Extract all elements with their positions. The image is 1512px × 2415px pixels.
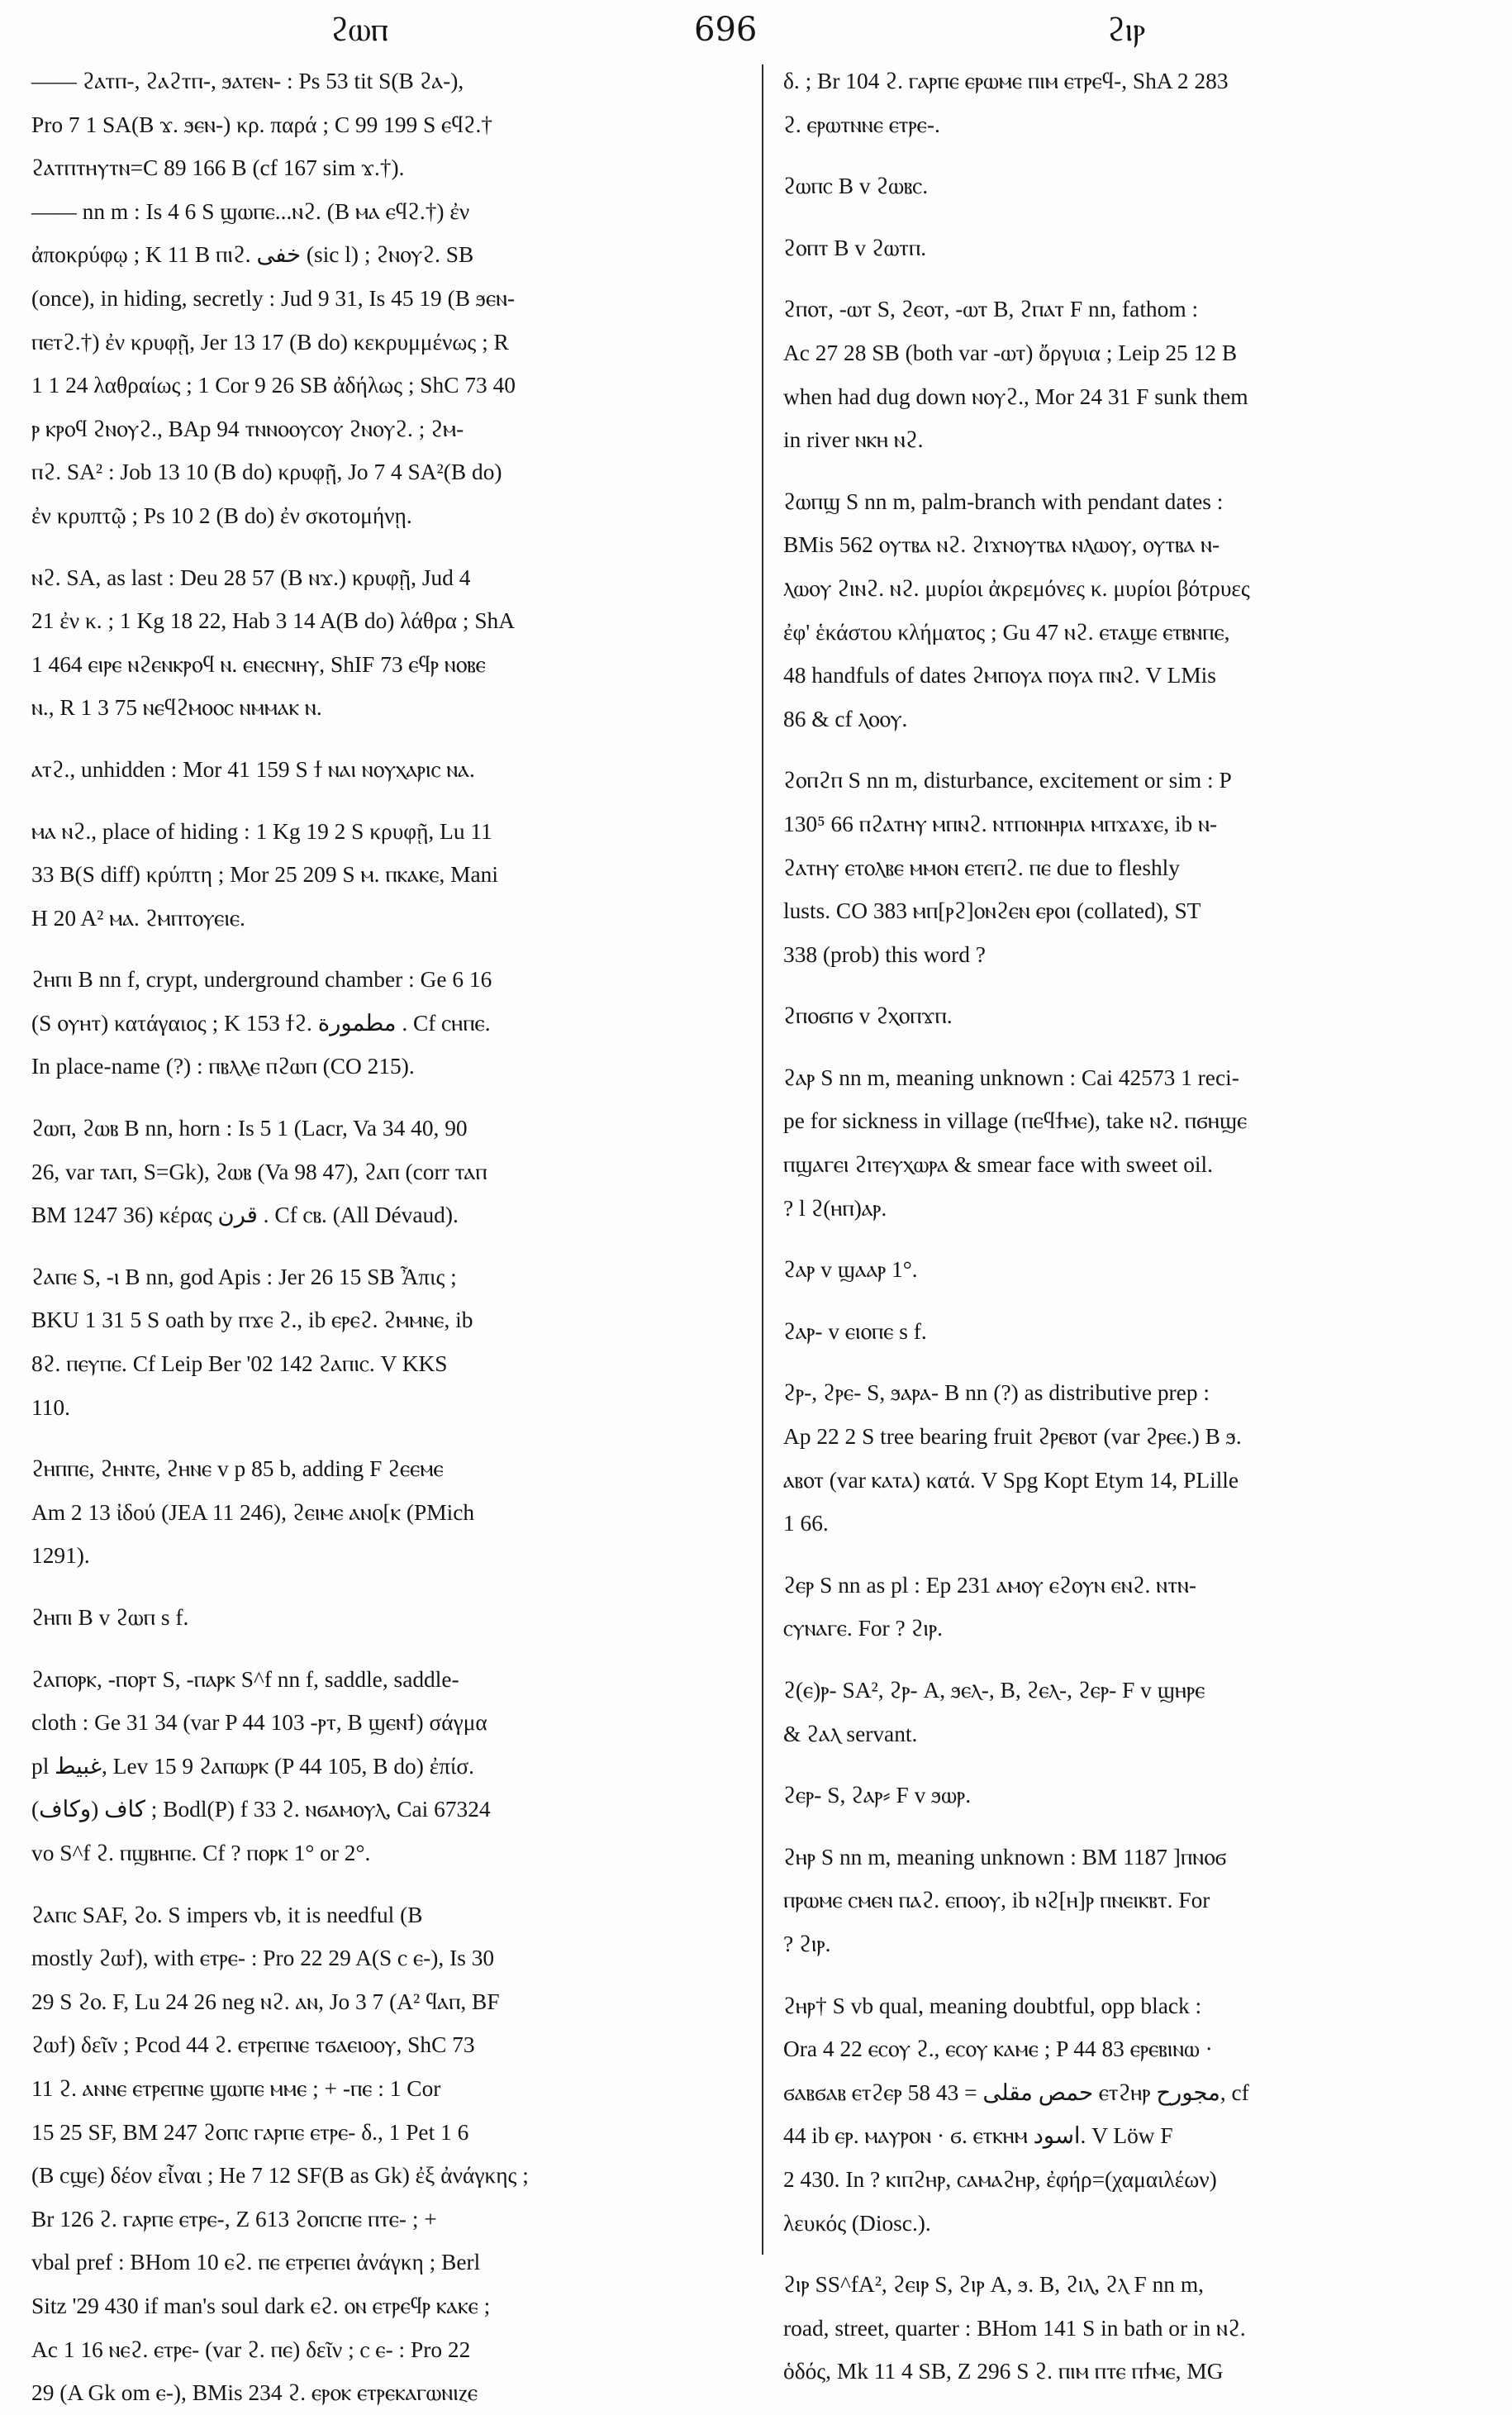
dictionary-entry bbox=[31, 1447, 749, 1578]
entry-line: Ac 1 16 ⲛⲉϩ. ⲉⲧⲣⲉ- (var ϩ. ⲡⲉ) δεῖν ; ⲥ ⲉ- : Pro 22 bbox=[31, 2336, 471, 2362]
entry-line: —— ϩⲁⲧⲡ-, ϩⲁϩⲧⲡ-, ϧⲁⲧⲉⲛ- : Ps 53 tit S(B ϩⲁ-), bbox=[31, 69, 464, 93]
entry-line: ? ϩⲓⲣ. bbox=[783, 1931, 831, 1956]
dictionary-entry bbox=[31, 1596, 749, 1640]
entry-line: Br 126 ϩ. ⲅⲁⲣⲡⲉ ⲉⲧⲣⲉ-, Z 613 ϩⲟⲡⲥⲡⲉ ⲡⲧⲉ- ; + bbox=[31, 2206, 437, 2232]
entry-line: 1 1 24 λαθραίως ; 1 Cor 9 26 SB ἀδήλως ; ShC 73 40 bbox=[31, 373, 516, 398]
entry-line: ϩⲁⲡⲉ S, -ⲓ B nn, god Apis : Jer 26 15 SB Ἆπις ; bbox=[31, 1264, 457, 1289]
dictionary-entry bbox=[783, 60, 1500, 146]
entry-line: ⲡϣⲁⲅⲉⲓ ϩⲓⲧⲉⲩⲭⲱⲣⲁ & smear face with sweet oil. bbox=[783, 1152, 1213, 1178]
entry-line: 1 66. bbox=[783, 1511, 829, 1536]
entry-line: Ora 4 22 ⲉⲥⲟⲩ ϩ., ⲉⲥⲟⲩ ⲕⲁⲙⲉ ; P 44 83 ⲉⲣⲉⲃⲓⲛⲱ · bbox=[783, 2036, 1213, 2062]
dictionary-entry bbox=[783, 759, 1500, 976]
dictionary-entry bbox=[783, 1310, 1500, 1354]
entry-line: 86 & cf ⲗⲟⲟⲩ. bbox=[783, 706, 908, 731]
entry-line: when had dug down ⲛⲟⲩϩ., Mor 24 31 F sunk them bbox=[783, 383, 1248, 409]
entry-line: ϩⲁⲣ S nn m, meaning unknown : Cai 42573 1 reci- bbox=[783, 1065, 1239, 1090]
dictionary-entry bbox=[783, 1564, 1500, 1650]
entry-line: ⲛ., R 1 3 75 ⲛⲉϥϩⲙⲟⲟⲥ ⲛⲙⲙⲁⲕ ⲛ. bbox=[31, 695, 322, 721]
entry-line: 8ϩ. ⲡⲉⲩⲡⲉ. Cf Leip Ber '02 142 ϩⲁⲡⲓⲥ. V KKS bbox=[31, 1351, 448, 1377]
entry-line: ϭⲁⲃϭⲁⲃ ⲉⲧϩⲉⲣ حمص مقلى = 43 58 ⲉⲧϩⲏⲣ مجورح, cf bbox=[783, 2079, 1249, 2105]
entry-line: ⲁⲃⲟⲧ (var ⲕⲁⲧⲁ) κατά. V Spg Kopt Etym 14, PLille bbox=[783, 1467, 1239, 1493]
left-column bbox=[31, 60, 749, 2406]
entry-line: ϩⲱⲡⲥ B v ϩⲱⲃⲥ. bbox=[783, 174, 929, 199]
entry-line: ϩⲁⲣ- v ⲉⲓⲟⲡⲉ s f. bbox=[783, 1318, 927, 1344]
dictionary-entry bbox=[31, 1107, 749, 1237]
header-right-headword: ϩⲓⲣ bbox=[1107, 11, 1146, 49]
entry-line: (once), in hiding, secretly : Jud 9 31, Is 45 19 (B ϧⲉⲛ- bbox=[31, 285, 516, 311]
entry-line: (B ⲥϣⲉ) δέον εἶναι ; He 7 12 SF(B as Gk) ἐξ ἀνάγκης ; bbox=[31, 2163, 529, 2189]
entry-line: 21 ἐν κ. ; 1 Kg 18 22, Hab 3 14 A(B do) λάθρα ; ShA bbox=[31, 608, 516, 634]
entry-line: Sitz '29 430 if man's soul dark ⲉϩ. ⲟⲛ ⲉⲧⲣⲉϥⲣ ⲕⲁⲕⲉ ; bbox=[31, 2293, 491, 2318]
entry-line: BM 1247 36) κέρας قرن . Cf ⲥⲃ. (All Dévaud). bbox=[31, 1203, 459, 1228]
entry-line: ⲗⲱⲟⲩ ϩⲓⲛϩ. ⲛϩ. μυρίοι ἀκρεμόνες κ. μυρίοι βότρυες bbox=[783, 575, 1250, 601]
dictionary-entry bbox=[783, 288, 1500, 461]
entry-line: vo S^f ϩ. ⲡϣⲃⲏⲡⲉ. Cf ? ⲡⲟⲣⲕ 1° or 2°. bbox=[31, 1840, 371, 1865]
entry-line: 29 (A Gk om ⲉ-), BMis 234 ϩ. ⲉⲣⲟⲕ ⲉⲧⲣⲉⲕⲁⲅⲱⲛⲓⲍⲉ bbox=[31, 2380, 478, 2406]
entry-line: ϩⲡⲟϭⲡϭ v ϩⲭⲟⲡϫⲡ. bbox=[783, 1003, 953, 1029]
entry-line: ⲛϩ. SA, as last : Deu 28 57 (B ⲛϫ.) κρυφῇ, Jud 4 bbox=[31, 564, 471, 590]
entry-line: ϩⲏⲡⲓ B v ϩⲱⲡ s f. bbox=[31, 1605, 189, 1630]
dictionary-entry bbox=[783, 994, 1500, 1038]
dictionary-entry bbox=[31, 60, 749, 538]
entry-line: ϩⲁⲧⲏⲩ ⲉⲧⲟⲗⲃⲉ ⲙⲙⲟⲛ ⲉⲧⲉⲡϩ. ⲡⲉ due to fleshly bbox=[783, 855, 1180, 880]
entry-line: road, street, quarter : BHom 141 S in bath or in ⲛϩ. bbox=[783, 2315, 1246, 2341]
entry-line: —— nn m : Is 4 6 S ϣⲱⲡⲉ...ⲛϩ. (B ⲙⲁ ⲉϥϩ.†) ἐν bbox=[31, 198, 470, 224]
entry-line: ϩⲏⲡⲓ B nn f, crypt, underground chamber : Ge 6 16 bbox=[31, 967, 492, 993]
entry-line: ϩⲏⲣ† S vb qual, meaning doubtful, opp black : bbox=[783, 1993, 1202, 2018]
entry-line: ἐφ' ἑκάστου κλήματος ; Gu 47 ⲛϩ. ⲉⲧⲁϣⲉ ⲉⲧⲃⲛⲡⲉ, bbox=[783, 619, 1230, 645]
entry-line: ϩⲉⲣ S nn as pl : Ep 231 ⲁⲙⲟⲩ ⲉϩⲟⲩⲛ ⲉⲛϩ. ⲛⲧⲛ- bbox=[783, 1572, 1197, 1598]
page-header bbox=[0, 5, 1512, 55]
entry-line: pe for sickness in village (ⲡⲉϥϯⲙⲉ), take ⲛϩ. ⲡϭⲏϣⲉ bbox=[783, 1108, 1248, 1134]
entry-line: ϩⲏⲡⲡⲉ, ϩⲏⲛⲧⲉ, ϩⲏⲛⲉ v p 85 b, adding F ϩⲉⲉⲙⲉ bbox=[31, 1456, 444, 1482]
dictionary-entry bbox=[31, 958, 749, 1088]
entry-line: 26, var ⲧⲁⲡ, S=Gk), ϩⲱⲃ (Va 98 47), ϩⲁⲡ (corr ⲧⲁⲡ bbox=[31, 1159, 487, 1184]
page-number: 696 bbox=[694, 11, 758, 49]
dictionary-entry bbox=[783, 1984, 1500, 2246]
entry-line: Am 2 13 ἰδού (JEA 11 246), ϩⲉⲓⲙⲉ ⲁⲛⲟ[ⲕ (PMich bbox=[31, 1499, 475, 1525]
dictionary-entry bbox=[31, 556, 749, 730]
dictionary-entry bbox=[783, 1774, 1500, 1817]
entry-line: ϩⲱⲡ, ϩⲱⲃ B nn, horn : Is 5 1 (Lacr, Va 34 40, 90 bbox=[31, 1116, 468, 1141]
entry-line: كاف (وكاف) ; Bodl(P) f 33 ϩ. ⲛϭⲁⲙⲟⲩⲗ, Cai 67324 bbox=[31, 1797, 491, 1822]
entry-line: ὁδός, Mk 11 4 SB, Z 296 S ϩ. ⲡⲓⲙ ⲡⲧⲉ ⲡϯⲙⲉ, MG bbox=[783, 2359, 1224, 2384]
dictionary-entry bbox=[783, 1248, 1500, 1292]
entry-line: BMis 562 ⲟⲩⲧⲃⲁ ⲛϩ. ϩⲓϫⲛⲟⲩⲧⲃⲁ ⲛⲗⲱⲟⲩ, ⲟⲩⲧⲃⲁ ⲛ- bbox=[783, 532, 1220, 558]
header-left-headword: ϩⲱⲡ bbox=[330, 11, 388, 49]
entry-line: 2 430. In ? ⲕⲓⲡϩⲏⲣ, ⲥⲁⲙⲁϩⲏⲣ, ἐφήρ=(χαμαιλέων) bbox=[783, 2166, 1217, 2192]
entry-line: ⲁⲧϩ., unhidden : Mor 41 159 S ϯ ⲛⲁⲓ ⲛⲟⲩⲭⲁⲣⲓⲥ ⲛⲁ. bbox=[31, 756, 475, 782]
entry-line: ϩⲉⲣ- S, ϩⲁⲣ⸗ F v ϧⲱⲣ. bbox=[783, 1783, 972, 1808]
entry-line: vbal pref : BHom 10 ⲉϩ. ⲡⲉ ⲉⲧⲣⲉⲡⲉⲓ ἀνάγκη ; Berl bbox=[31, 2250, 481, 2275]
entry-line: ϩ(ⲉ)ⲣ- SA², ϩⲣ- A, ϧⲉⲗ-, B, ϩⲉⲗ-, ϩⲉⲣ- F v ϣⲏⲣⲉ bbox=[783, 1678, 1205, 1703]
entry-line: ϩⲱϯ) δεῖν ; Pcod 44 ϩ. ⲉⲧⲣⲉⲡⲛⲉ ⲧϭⲁⲉⲓⲟⲟⲩ, ShC 73 bbox=[31, 2032, 475, 2058]
entry-line: ϩⲁⲡⲥ SAF, ϩⲟ. S impers vb, it is needful (B bbox=[31, 1902, 423, 1927]
entry-line: ⲣ ⲕⲣⲟϥ ϩⲛⲟⲩϩ., BAp 94 ⲧⲛⲛⲟⲟⲩⲥⲟⲩ ϩⲛⲟⲩϩ. ; ϩⲙ- bbox=[31, 416, 464, 441]
entry-line: ϩⲡⲟⲧ, -ⲱⲧ S, ϩⲉⲟⲧ, -ⲱⲧ B, ϩⲡⲁⲧ F nn, fathom : bbox=[783, 297, 1199, 322]
entry-line: pl غبيط, Lev 15 9 ϩⲁⲡⲱⲣⲕ (P 44 105, B do) ἐπίσ. bbox=[31, 1753, 475, 1779]
dictionary-entry bbox=[31, 810, 749, 941]
entry-line: ϩⲁⲡⲟⲣⲕ, -ⲡⲟⲣⲧ S, -ⲡⲁⲣⲕ S^f nn f, saddle, saddle- bbox=[31, 1666, 459, 1692]
entry-line: ϩⲏⲣ S nn m, meaning unknown : BM 1187 ]ⲡⲛⲟϭ bbox=[783, 1844, 1227, 1870]
entry-line: ? l ϩ(ⲏⲡ)ⲁⲣ. bbox=[783, 1195, 887, 1221]
entry-line: In place-name (?) : ⲡⲃⲗⲗⲉ ⲡϩⲱⲡ (CO 215). bbox=[31, 1054, 415, 1079]
entry-line: 130⁵ 66 ⲡϩⲁⲧⲏⲩ ⲙⲡⲛϩ. ⲛⲧⲡⲟⲛⲏⲣⲓⲁ ⲙⲡϫⲁϫⲉ, ib ⲛ- bbox=[783, 811, 1218, 836]
entry-line: ϩⲱⲡϣ S nn m, palm-branch with pendant dates : bbox=[783, 488, 1224, 514]
entry-line: ⲙⲁ ⲛϩ., place of hiding : 1 Kg 19 2 S κρυφῇ, Lu 11 bbox=[31, 818, 492, 844]
entry-line: H 20 A² ⲙⲁ. ϩⲙⲡⲧⲟⲩⲉⲓⲉ. bbox=[31, 905, 245, 931]
entry-line: ϩ. ⲉⲣⲱⲧⲛⲛⲉ ⲉⲧⲣⲉ-. bbox=[783, 112, 940, 137]
dictionary-entry bbox=[783, 1371, 1500, 1545]
entry-line: Ac 27 28 SB (both var -ⲱⲧ) ὄργυια ; Leip 25 12 B bbox=[783, 340, 1238, 365]
dictionary-entry bbox=[783, 2263, 1500, 2394]
dictionary-entry bbox=[31, 1255, 749, 1429]
entry-line: 15 25 SF, BM 247 ϩⲟⲡⲥ ⲅⲁⲣⲡⲉ ⲉⲧⲣⲉ- δ., 1 Pet 1 6 bbox=[31, 2119, 469, 2145]
entry-line: BKU 1 31 5 S oath by ⲡϫⲉ ϩ., ib ⲉⲣⲉϩ. ϩⲙⲙⲛⲉ, ib bbox=[31, 1308, 473, 1333]
entry-line: ϩⲓⲣ SS^fA², ϩⲉⲓⲣ S, ϩⲓⲣ A, ϧ. B, ϩⲓⲗ, ϩⲗ F nn m, bbox=[783, 2272, 1204, 2298]
entry-line: mostly ϩⲱϯ), with ⲉⲧⲣⲉ- : Pro 22 29 A(S ⲥ ⲉ-), Is 30 bbox=[31, 1946, 495, 1971]
dictionary-entry bbox=[783, 480, 1500, 741]
entry-line: Pro 7 1 SA(B ϫ. ϧⲉⲛ-) κρ. παρά ; C 99 199 S ⲉϥϩ.† bbox=[31, 112, 493, 137]
entry-line: 1291). bbox=[31, 1543, 90, 1569]
entry-line: 29 S ϩⲟ. F, Lu 24 26 neg ⲛϩ. ⲁⲛ, Jo 3 7 (A² ϥⲁⲡ, BF bbox=[31, 1989, 500, 2014]
entry-line: 1 464 ⲉⲓⲣⲉ ⲛϩⲉⲛⲕⲣⲟϥ ⲛ. ⲉⲛⲉⲥⲛⲏⲩ, ShIF 73 ⲉϥⲣ ⲛⲟⲃⲉ bbox=[31, 651, 486, 677]
entry-line: 44 ib ⲉⲣ. ⲙⲁⲩⲣⲟⲛ · ϭ. ⲉⲧⲕⲏⲙ اسود. V Löw F bbox=[783, 2123, 1173, 2149]
entry-line: 110. bbox=[31, 1394, 70, 1420]
dictionary-entry bbox=[31, 1893, 749, 2415]
entry-line: ἀποκρύφῳ ; K 11 B ⲡⲓϩ. خفى (sic l) ; ϩⲛⲟⲩϩ. SB bbox=[31, 242, 474, 268]
entry-line: 33 B(S diff) κρύπτη ; Mor 25 209 S ⲙ. ⲡⲕⲁⲕⲉ, Mani bbox=[31, 862, 498, 888]
dictionary-entry bbox=[31, 1658, 749, 1875]
entry-line: 11 ϩ. ⲁⲛⲛⲉ ⲉⲧⲣⲉⲡⲛⲉ ϣⲱⲡⲉ ⲙⲙⲉ ; + -ⲡⲉ : 1 Cor bbox=[31, 2075, 441, 2101]
entry-line: ϩⲁⲧⲡⲧⲏⲩⲧⲛ=C 89 166 B (cf 167 sim ϫ.†). bbox=[31, 155, 405, 181]
entry-line: ϩⲟⲡⲧ B v ϩⲱⲧⲡ. bbox=[783, 235, 927, 260]
entry-line: cloth : Ge 31 34 (var P 44 103 -ⲣⲧ, B ϣⲉⲛϯ) σάγμα bbox=[31, 1710, 487, 1736]
entry-line: ⲥⲩⲛⲁⲅⲉ. For ? ϩⲓⲣ. bbox=[783, 1616, 943, 1641]
right-column bbox=[783, 60, 1500, 2384]
dictionary-entry bbox=[783, 1669, 1500, 1755]
column-divider bbox=[762, 64, 763, 2255]
entry-line: ἐν κρυπτῷ ; Ps 10 2 (B do) ἐν σκοτομήνῃ. bbox=[31, 503, 412, 528]
dictionary-entry bbox=[783, 1836, 1500, 1966]
dictionary-entry bbox=[783, 164, 1500, 208]
entry-line: ϩⲟⲡϩⲡ S nn m, disturbance, excitement or sim : P bbox=[783, 768, 1232, 793]
entry-line: & ϩⲁⲗ servant. bbox=[783, 1721, 918, 1746]
entry-line: ⲡⲉⲧϩ.†) ἐν κρυφῇ, Jer 13 17 (B do) κεκρυμμένως ; R bbox=[31, 329, 509, 355]
entry-line: Ap 22 2 S tree bearing fruit ϩⲣⲉⲃⲟⲧ (var ϩⲣⲉⲉ.) B ϧ. bbox=[783, 1424, 1242, 1450]
entry-line: ϩⲁⲣ v ϣⲁⲁⲣ 1°. bbox=[783, 1257, 918, 1283]
entry-line: λευκός (Diosc.). bbox=[783, 2210, 931, 2236]
entry-line: ⲡϩ. SA² : Job 13 10 (B do) κρυφῇ, Jo 7 4 SA²(B do) bbox=[31, 460, 502, 485]
entry-line: 338 (prob) this word ? bbox=[783, 941, 986, 967]
entry-line: in river ⲛⲕⲏ ⲛϩ. bbox=[783, 427, 924, 453]
entry-line: δ. ; Br 104 ϩ. ⲅⲁⲣⲡⲉ ⲉⲣⲱⲙⲉ ⲡⲓⲙ ⲉⲧⲣⲉϥ-, ShA 2 283 bbox=[783, 69, 1229, 93]
entry-line: ϩⲣ-, ϩⲣⲉ- S, ϧⲁⲣⲁ- B nn (?) as distributive prep : bbox=[783, 1380, 1210, 1406]
dictionary-entry bbox=[31, 748, 749, 792]
entry-line: (S ⲟⲩⲏⲧ) κατάγαιος ; K 153 ϯϩ. مطمورة . Cf ⲥⲏⲡⲉ. bbox=[31, 1010, 491, 1036]
entry-line: 48 handfuls of dates ϩⲙⲡⲟⲩⲁ ⲡⲟⲩⲁ ⲡⲛϩ. V LMis bbox=[783, 663, 1216, 688]
entry-line: lusts. CO 383 ⲙⲡ[ⲣϩ]ⲟⲛϩⲉⲛ ⲉⲣⲟⲓ (collated), ST bbox=[783, 898, 1201, 924]
dictionary-entry bbox=[783, 226, 1500, 270]
entry-line: ⲡⲣⲱⲙⲉ ⲥⲙⲉⲛ ⲡⲁϩ. ⲉⲡⲟⲟⲩ, ib ⲛϩ[ⲏ]ⲣ ⲡⲛⲉⲓⲕⲃⲧ. For bbox=[783, 1888, 1210, 1913]
dictionary-entry bbox=[783, 1056, 1500, 1230]
